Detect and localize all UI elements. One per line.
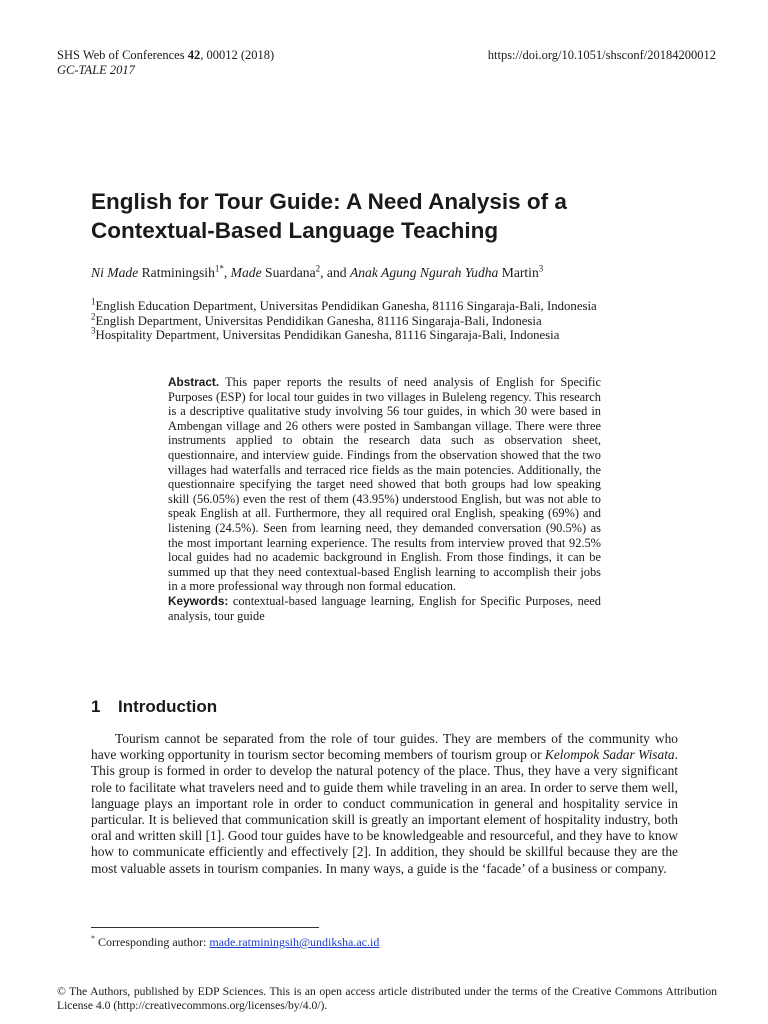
author-2-family-name: Suardana [261, 265, 316, 280]
author-1-family-name: Ratminingsih [138, 265, 215, 280]
affiliation-mark: 3 [91, 325, 96, 336]
author-1-given-name: Ni Made [91, 265, 139, 280]
running-header-left [57, 48, 274, 78]
conference-name: SHS Web of Conferences [57, 48, 185, 62]
affiliation-text: Hospitality Department, Universitas Pendidikan Ganesha, 81116 Singaraja-Bali, Indonesia [95, 328, 560, 343]
author-2-given-name: Made [230, 265, 262, 280]
author-list [91, 264, 543, 281]
footnote-mark: * [91, 934, 95, 943]
author-email-link[interactable]: made.ratminingsih@undiksha.ac.id [209, 935, 380, 949]
author-separator: , and [320, 265, 350, 280]
affiliation-item [91, 296, 597, 314]
affiliation-item [91, 311, 597, 329]
conference-subtitle: GC-TALE 2017 [57, 63, 135, 77]
paragraph-text: . This group is formed in order to develop the natural potency of the place. Thus, they have a very significant role to facilitate what travelers need and to guide them while traveling in an area. In order to serve them well, language plays an important role in order to conduct communication in general and hospitality service in particular. It is believed that communication skill is greatly an important element of hospitality industry, both oral and written skill [1]. Good tour guides have to be knowledgeable and resourceful, and they have to know how to communicate efficiently and effectively [2]. In addition, they should be skillful because they are the most valuable assets in tourism companies. In many ways, a guide is the ‘facade’ of a business or company. [91, 747, 678, 876]
author-2-affiliation-mark: 2 [315, 263, 321, 274]
abstract-block [168, 375, 601, 623]
abstract-paragraph [168, 375, 601, 594]
author-1-affiliation-mark: 1* [214, 263, 224, 274]
affiliation-text: English Department, Universitas Pendidikan Ganesha, 81116 Singaraja-Bali, Indonesia [95, 313, 542, 328]
affiliation-mark: 2 [91, 311, 96, 322]
doi-link[interactable]: https://doi.org/10.1051/shsconf/20184200012 [487, 48, 716, 62]
license-footer: © The Authors, published by EDP Sciences. This is an open access article distributed under the terms of the Creative Commons Attribution License 4.0 (http://creativecommons.org/licenses/by/4.0/). [57, 985, 717, 1012]
volume-number: 42 [187, 48, 201, 62]
keywords-text: contextual-based language learning, English for Specific Purposes, need analysis, tour guide [168, 593, 601, 623]
author-separator: , [223, 265, 231, 280]
author-3-family-name: Martin [498, 265, 539, 280]
footnote [91, 935, 379, 950]
author-3-given-name: Anak Agung Ngurah Yudha [349, 265, 499, 280]
article-number: , 00012 (2018) [200, 48, 275, 62]
keywords-paragraph [168, 594, 601, 623]
keywords-label: Keywords: [168, 593, 229, 608]
paper-title: English for Tour Guide: A Need Analysis of a Contextual-Based Language Teaching [91, 189, 567, 243]
abstract-text: This paper reports the results of need analysis of English for Specific Purposes (ESP) for local tour guides in two villages in Buleleng regency. This research is a descriptive qualitative study involving 56 tour guides, in which 30 were based in Ambengan village and 26 others were posted in Sambangan village. There were three instruments applied to obtain the research data such as observation sheet, questionnaire, and interview guide. Findings from the observation showed that the two villages had waterfalls and terraced rice fields as the main potencies. Additionally, the questionnaire specifying the target need showed that both groups had low speaking skill (56.05%) even the rest of them (43.95%) understood English, but was not able to speak English at all. Furthermore, they all required oral English, speaking (69%) and listening (24.5%). Seen from learning need, they demanded conversation (90.5%) as the most important learning experience. The results from interview proved that 92.5% local guides had no academic background in English. From those findings, it can be summed up that they need contextual-based English learning to accomplish their jobs in a more professional way through non formal education. [168, 375, 601, 594]
author-3-affiliation-mark: 3 [538, 263, 544, 274]
paragraph-text: Tourism cannot be separated from the role of tour guides. They are members of the community who have working opportunity in tourism sector becoming members of tourism group or [91, 731, 678, 763]
footnote-rule [91, 927, 319, 928]
affiliations [91, 296, 597, 343]
introduction-paragraph [91, 731, 678, 877]
affiliation-text: English Education Department, Universitas Pendidikan Ganesha, 81116 Singaraja-Bali, Indonesia [95, 299, 597, 313]
affiliation-mark: 1 [91, 296, 96, 307]
section-title: Introduction [118, 697, 218, 716]
conference-line [57, 48, 274, 63]
affiliation-item [91, 325, 597, 343]
section-heading [91, 697, 217, 717]
abstract-label: Abstract. [168, 375, 220, 389]
footnote-label: Corresponding author: [98, 935, 210, 949]
section-number: 1 [91, 697, 101, 716]
italic-term: Kelompok Sadar Wisata [544, 747, 675, 763]
